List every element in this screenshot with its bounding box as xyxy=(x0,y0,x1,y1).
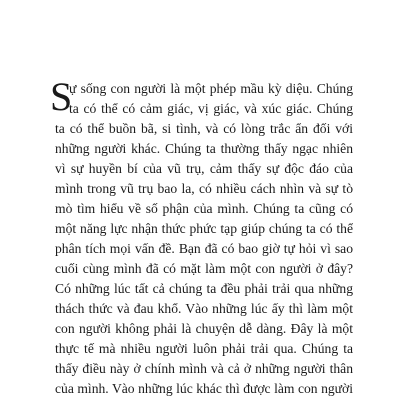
text-line: con người không phải là chuyện dễ dàng. Đây là một xyxy=(55,321,353,336)
text-line: thấy điều này ở chính mình và cả ở những người thân xyxy=(55,361,353,376)
text-line: ự sống con người là một phép mầu kỳ diệu. Chúng xyxy=(69,81,353,96)
text-line: phân tích mọi vấn đề. Bạn đã có bao giờ tự hỏi vì sao xyxy=(55,241,353,256)
text-line: cuối cùng mình đã có mặt làm một con người ở đây? xyxy=(55,261,353,276)
drop-cap: S xyxy=(50,74,73,119)
text-line: thực tế mà nhiều người luôn phải trải qua. Chúng ta xyxy=(55,341,353,356)
text-line: một năng lực nhận thức phức tạp giúp chúng ta có thể xyxy=(55,221,353,236)
text-line: mình trong vũ trụ bao la, có nhiều cách nhìn và sự tò xyxy=(55,181,353,196)
text-line: mò tìm hiểu về số phận của mình. Chúng ta cũng có xyxy=(55,201,353,216)
text-line: những người khác. Chúng ta thường thấy ngạc nhiên xyxy=(55,141,353,156)
text-line: vì sự huyền bí của vũ trụ, cảm thấy sự độc đáo của xyxy=(55,161,353,176)
text-line: ta có thể có cảm giác, vị giác, và xúc giác. Chúng xyxy=(69,101,353,116)
text-line: của mình. Vào những lúc khác thì được làm con người xyxy=(55,381,353,396)
text-line: ta có thể buồn bã, si tình, và có lòng trắc ẩn đối với xyxy=(55,121,353,136)
text-line: thách thức và đau khổ. Vào những lúc ấy thì làm một xyxy=(55,301,353,316)
text-line: Có những lúc tất cả chúng ta đều phải trải qua những xyxy=(55,281,353,296)
